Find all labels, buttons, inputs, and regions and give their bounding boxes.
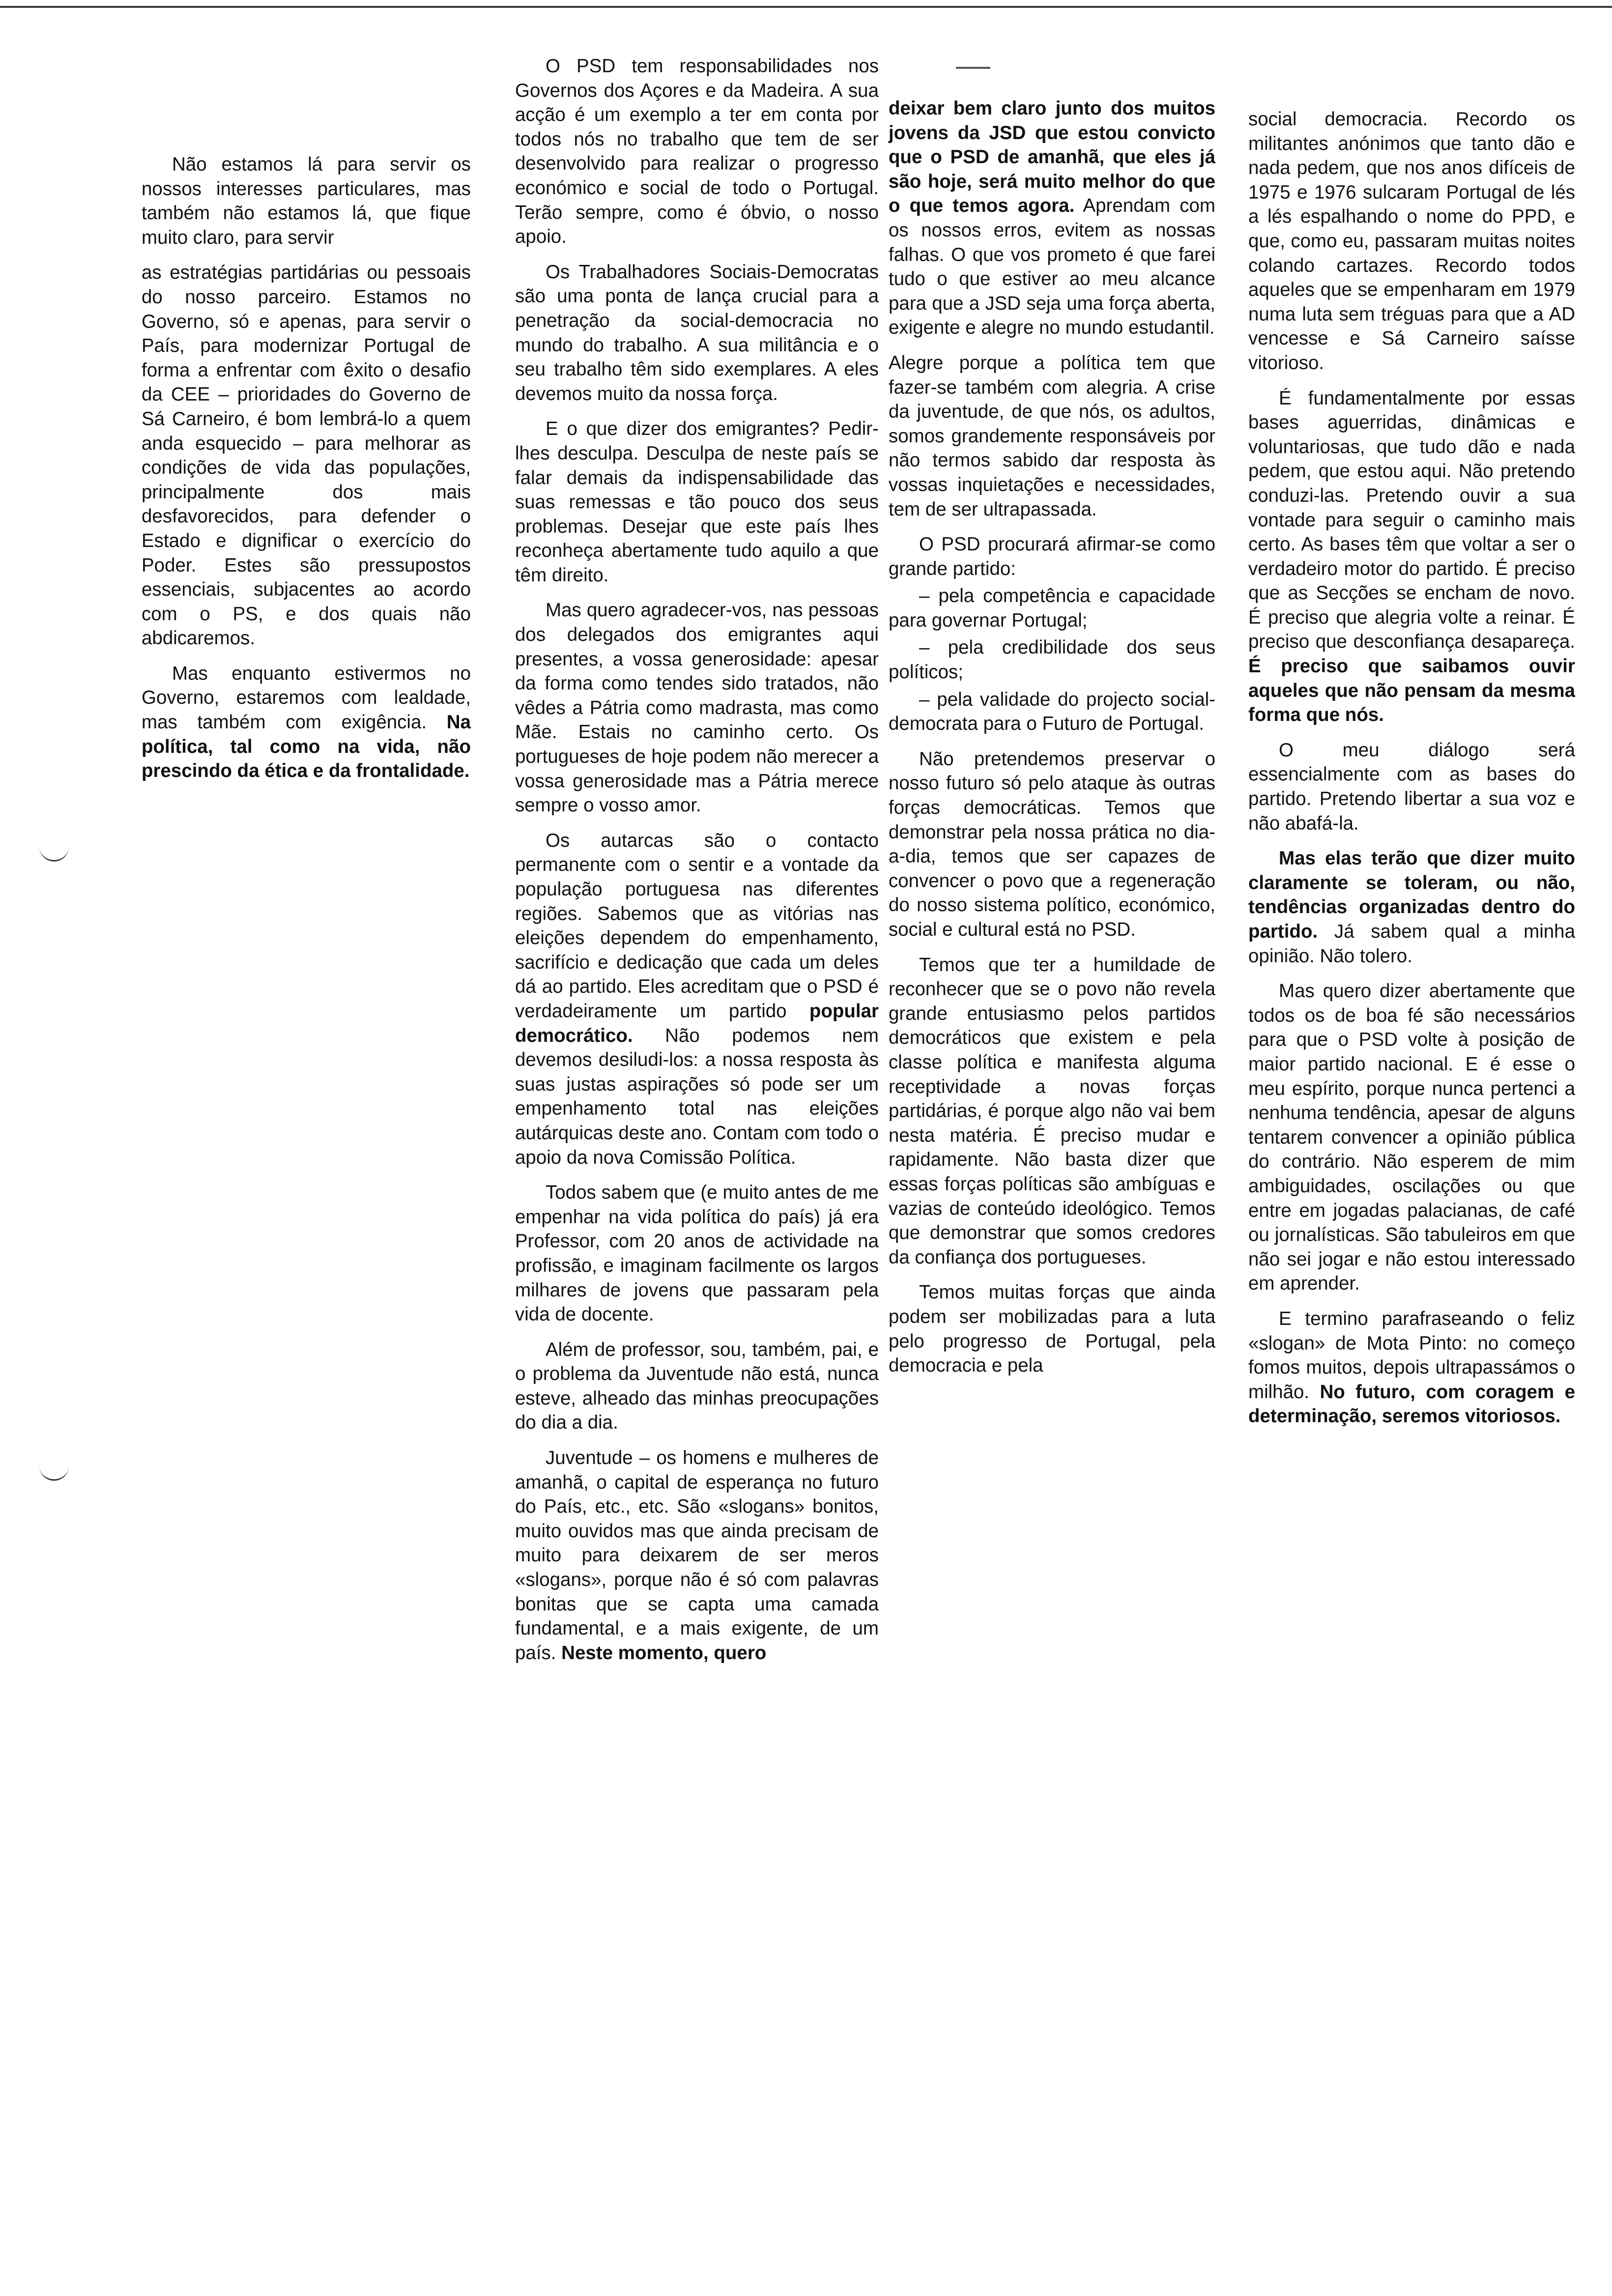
text-run: Já sabem qual a minha opinião. Não tolero.	[1248, 921, 1575, 967]
bold-run: deixar bem claro junto dos muitos jovens da JSD que estou convicto que o PSD de amanhã, que eles já são hoje, será muito melhor do que o que temos agora.	[889, 98, 1215, 217]
paragraph: Temos muitas forças que ainda podem ser mobilizadas para a luta pelo progresso de Portugal, pela democracia e pela	[889, 1282, 1215, 1377]
paragraph: Alegre porque a política tem que fazer-se também com alegria. A crise da juventude, de que nós, os adultos, somos grandemente responsáveis por não termos sabido dar resposta às vossas inquietações e necessidades, tem de ser ultrapassada.	[889, 352, 1215, 520]
paragraph: Além de professor, sou, também, pai, e o problema da Juventude não está, nunca esteve, alheado das minhas preocupações do dia a dia.	[515, 1339, 879, 1434]
paragraph: E o que dizer dos emigrantes? Pedir-lhes desculpa. Desculpa de neste país se falar demais da indispensabilidade das suas remessas e tão pouco dos seus problemas. Desejar que este país lhes reconheça abertamente tudo aquilo a que têm direito.	[515, 418, 879, 586]
paragraph	[889, 96, 1215, 340]
text-run: Os autarcas são o contacto permanente com o sentir e a vontade da população portuguesa nas diferentes regiões. Sabemos que as vitórias nas eleições dependem do empenhamento, sacrifício e dedicação que cada um deles dá ao partido. Eles acreditam que o PSD é verdadeiramente um partido	[515, 830, 879, 1022]
article-column-1	[142, 152, 471, 794]
paragraph: Não pretendemos preservar o nosso futuro só pelo ataque às outras forças democráticas. Temos que demonstrar pela nossa prática no dia-a-dia, temos que ser capazes de convencer o povo que a regeneração do nosso sistema político, económico, social e cultural está no PSD.	[889, 748, 1215, 940]
paragraph: Mas quero agradecer-vos, nas pessoas dos delegados dos emigrantes aqui presentes, a vossa generosidade: apesar da forma como tendes sido tratados, não vêdes a Pátria como madrasta, mas como Mãe. Estais no caminho certo. Os portugueses de hoje podem não merecer a vossa generosidade mas a Pátria merece sempre o vosso amor.	[515, 600, 879, 816]
article-column-3	[889, 96, 1215, 1389]
paragraph	[515, 1446, 879, 1665]
article-column-4	[1248, 107, 1575, 1439]
paragraph: Todos sabem que (e muito antes de me empenhar na vida política do país) já era Professor, com 20 anos de actividade na profissão, e imaginam facilmente os largos milhares de jovens que passaram pela vida de docente.	[515, 1182, 879, 1325]
article-column-2	[515, 54, 879, 1676]
paragraph: as estratégias partidárias ou pessoais do nosso parceiro. Estamos no Governo, só e apenas, para servir o País, para modernizar Portugal de forma a enfrentar com êxito o desafio da CEE – prioridades do Governo de Sá Carneiro, é bom lembrá-lo a quem anda esquecido – para melhorar as condições de vida das populações, principalmente dos mais desfavorecidos, para defender o Estado e dignificar o exercício do Poder. Estes são pressupostos essenciais, subjacentes ao acordo com o PS, e dos quais não abdicaremos.	[142, 262, 471, 649]
paragraph	[515, 829, 879, 1170]
text-run: Aprendam com os nossos erros, evitem as nossas falhas. O que vos prometo é que farei tudo o que estiver ao meu alcance para que a JSD seja uma força aberta, exigente e alegre no mundo estudantil.	[889, 195, 1215, 339]
text-run: Não podemos nem devemos desiludi-los: a nossa resposta às suas justas aspirações só pode ser um empenhamento total nas eleições autárquicas deste ano. Contam com todo o apoio da nova Comissão Política.	[515, 1025, 879, 1168]
paragraph: social democracia. Recordo os militantes anónimos que tanto dão e nada pedem, que nos anos difíceis de 1975 e 1976 sulcaram Portugal de lés a lés espalhando o nome do PPD, e que, como eu, passaram muitas noites colando cartazes. Recordo todos aqueles que se empenharam em 1979 numa luta sem tréguas para que a AD vencesse e Sá Carneiro saísse vitorioso.	[1248, 109, 1575, 373]
paragraph: Mas quero dizer abertamente que todos os de boa fé são necessários para que o PSD volte à posição de maior partido nacional. E é esse o meu espírito, porque nunca pertenci a nenhuma tendência, apesar de alguns tentarem convencer a opinião pública do contrário. Não esperem de mim ambiguidades, oscilações ou que entre em jogadas palacianas, de café ou jornalísticas. São tabuleiros em que não sei jogar e não estou interessado em aprender.	[1248, 980, 1575, 1294]
text-run: Mas enquanto estivermos no Governo, estaremos com lealdade, mas também com exigência.	[142, 662, 471, 733]
paragraph: O PSD procurará afirmar-se como grande partido:	[889, 534, 1215, 579]
paragraph	[142, 661, 471, 783]
paragraph: Os Trabalhadores Sociais-Democratas são uma ponta de lança crucial para a penetração da social-democracia no mundo do trabalho. A sua militância e o seu trabalho têm sido exemplares. A eles devemos muito da nossa força.	[515, 261, 879, 404]
paragraph	[1248, 846, 1575, 968]
binding-mark	[39, 845, 69, 861]
top-rule	[0, 6, 1612, 8]
bold-run: Neste momento, quero	[561, 1642, 767, 1664]
text-run: E termino parafraseando o feliz «slogan» de Mota Pinto: no começo fomos muitos, depois ultrapassámos o milhão.	[1248, 1308, 1575, 1403]
text-run: Juventude – os homens e mulheres de amanhã, o capital de esperança no futuro do País, etc., etc. São «slogans» bonitos, muito ouvidos mas que ainda precisam de muito para deixarem de ser meros «slogans», porque não é só com palavras bonitas que se capta uma camada fundamental, e a mais exigente, de um país.	[515, 1447, 879, 1664]
binding-mark	[39, 1464, 69, 1481]
bold-run: No futuro, com coragem e determinação, seremos vitoriosos.	[1248, 1381, 1575, 1427]
paragraph: Temos que ter a humildade de reconhecer que se o povo não revela grande entusiasmo pelos partidos democráticos que existem e pela classe política e manifesta alguma receptividade a novas forças partidárias, é porque algo não vai bem nesta matéria. É preciso mudar e rapidamente. Não basta dizer que essas forças políticas são ambíguas e vazias de conteúdo ideológico. Temos que demonstrar que somos credores da confiança dos portugueses.	[889, 954, 1215, 1268]
bold-run: É preciso que saibamos ouvir aqueles que não pensam da mesma forma que nós.	[1248, 656, 1575, 726]
text-run: É fundamentalmente por essas bases aguerridas, dinâmicas e voluntariosas, que tudo dão e nada pedem, que estou aqui. Não pretendo conduzi-las. Pretendo ouvir a sua vontade para seguir o caminho mais certo. As bases têm que voltar a ser o verdadeiro motor do partido. É preciso que as Secções se encham de novo. É preciso que alegria volte a reinar. É preciso que desconfiança desapareça.	[1248, 387, 1575, 653]
bold-run: Na política, tal como na vida, não prescindo da ética e da frontalidade.	[142, 712, 471, 782]
paragraph	[1248, 386, 1575, 727]
list-item: – pela credibilidade dos seus políticos;	[889, 637, 1215, 683]
paragraph: Não estamos lá para servir os nossos interesses particulares, mas também não estamos lá, que fique muito claro, para servir	[142, 154, 471, 248]
paragraph	[1248, 1307, 1575, 1429]
paragraph: O meu diálogo será essencialmente com as bases do partido. Pretendo libertar a sua voz e não abafá-la.	[1248, 739, 1575, 834]
paragraph: O PSD tem responsabilidades nos Governos dos Açores e da Madeira. A sua acção é um exemplo a ter em conta por todos nós no trabalho que tem de ser desenvolvido para realizar o progresso económico e social de todo o Portugal. Terão sempre, como é óbvio, o nosso apoio.	[515, 56, 879, 248]
scan-dash	[956, 67, 990, 69]
list-item: – pela competência e capacidade para governar Portugal;	[889, 585, 1215, 631]
bold-run: Mas elas terão que dizer muito claramente se toleram, ou não, tendências organizadas dentro do partido.	[1248, 848, 1575, 942]
list-item: – pela validade do projecto social-democrata para o Futuro de Portugal.	[889, 689, 1215, 735]
bold-run: popular democrático.	[515, 1000, 879, 1046]
